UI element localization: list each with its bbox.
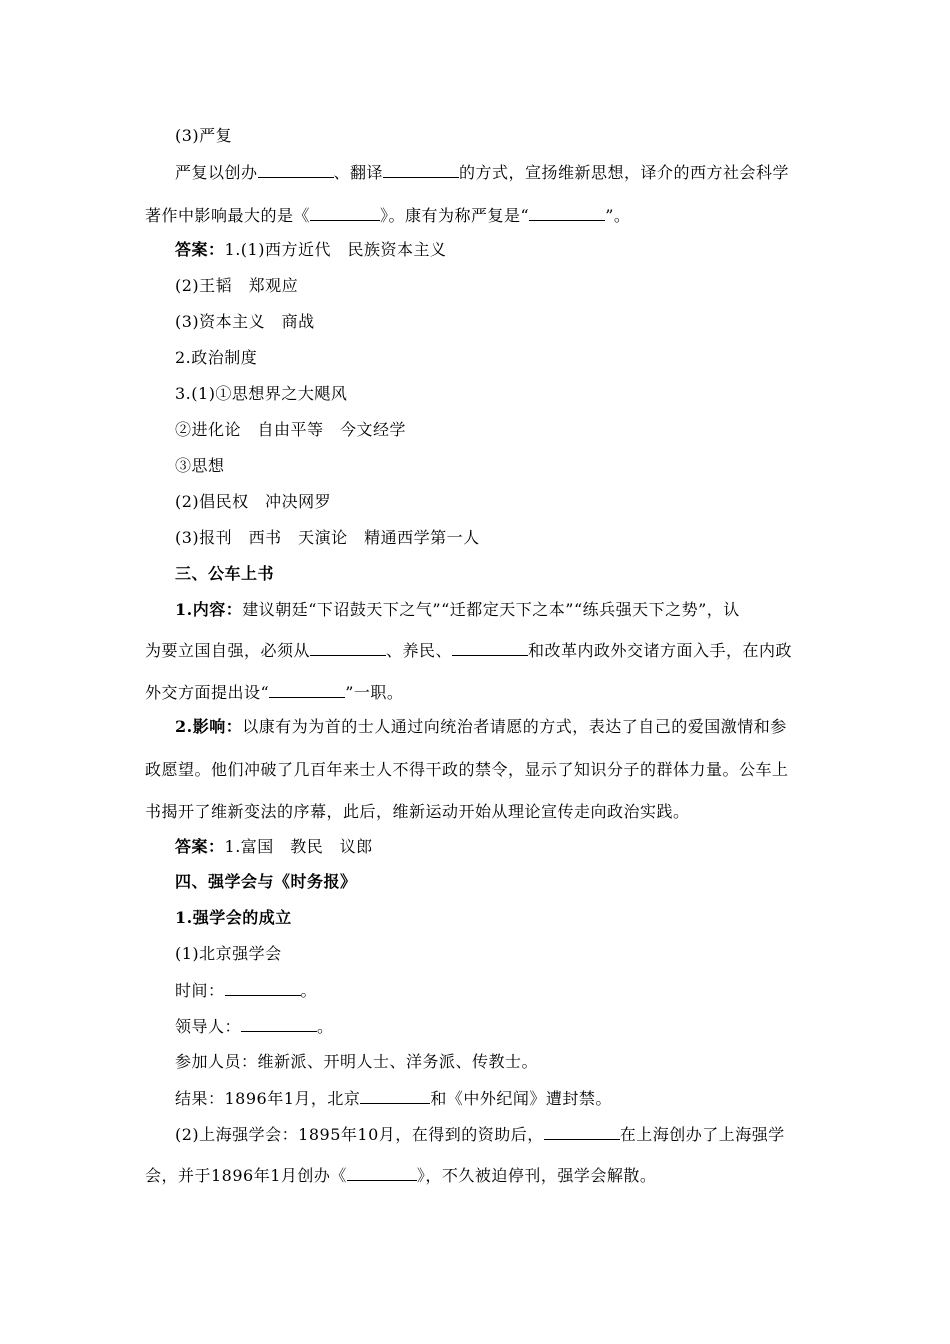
answer-line4	[175, 348, 257, 368]
fill-blank	[360, 1088, 430, 1104]
text-segment: 1.(1)西方近代 民族资本主义	[224, 240, 447, 259]
text-segment: 、养民、	[386, 641, 453, 660]
text-segment: 1.内容：	[175, 600, 243, 619]
text-segment: 政愿望。他们冲破了几百年来士人不得干政的禁令，显示了知识分子的群体力量。公车上	[145, 760, 789, 779]
fill-blank	[310, 640, 386, 656]
time-line	[175, 980, 317, 1001]
section-heading-qiangxue	[175, 872, 357, 892]
gongche-impact-line1	[175, 717, 787, 737]
answer-line7	[175, 456, 225, 476]
fill-blank	[241, 1016, 317, 1032]
text-segment: 时间：	[175, 981, 225, 1000]
gongche-answer	[175, 837, 373, 857]
text-segment: 答案：	[175, 837, 225, 856]
gongche-content-line2	[145, 640, 792, 661]
yanfu-paragraph-line1	[175, 162, 789, 183]
text-segment: (3)报刊 西书 天演论 精通西学第一人	[175, 528, 480, 547]
text-segment: 在上海创办了上海强学	[619, 1125, 785, 1144]
text-segment: 和《中外纪闻》遭封禁。	[430, 1089, 612, 1108]
gongche-content-line3	[145, 682, 403, 703]
text-segment: (3)资本主义 商战	[175, 312, 315, 331]
text-segment: 1.强学会的成立	[175, 908, 292, 927]
text-segment: 三、公车上书	[175, 564, 275, 583]
text-segment: (3)严复	[175, 126, 233, 145]
shanghai-line1	[175, 1124, 785, 1145]
fill-blank	[347, 1165, 417, 1181]
text-segment: 严复以创办	[175, 163, 258, 182]
text-segment: 外交方面提出设“	[145, 683, 270, 702]
answer-line6	[175, 420, 406, 440]
fill-blank	[544, 1124, 620, 1140]
fill-blank	[258, 162, 334, 178]
answer-line2	[175, 276, 298, 296]
gongche-impact-line2	[145, 760, 789, 780]
section-heading-gongche	[175, 564, 274, 584]
text-segment: 的方式，宣扬维新思想，译介的西方社会科学	[459, 163, 790, 182]
text-segment: (1)北京强学会	[175, 944, 282, 963]
text-segment: 和改革内政外交诸方面入手，在内政	[528, 641, 793, 660]
fill-blank	[529, 205, 605, 221]
text-segment: 》。康有为称严复是“	[380, 206, 530, 225]
answer-line9	[175, 528, 480, 548]
fill-blank	[383, 162, 459, 178]
answer-line5	[175, 384, 347, 404]
text-segment: 2.影响：	[175, 717, 243, 736]
text-segment: ”。	[605, 206, 631, 225]
text-segment: 1.富国 教民 议郎	[224, 837, 373, 856]
text-segment: 。	[300, 981, 318, 1000]
text-segment: 著作中影响最大的是《	[145, 206, 311, 225]
fill-blank	[452, 640, 528, 656]
text-segment: ②进化论 自由平等 今文经学	[175, 420, 407, 439]
subheading-qiangxue-founding	[175, 908, 292, 928]
shanghai-line2	[145, 1165, 656, 1186]
text-segment: (2)王韬 郑观应	[175, 276, 299, 295]
text-segment: 、翻译	[333, 163, 384, 182]
text-segment: 结果：1896年1月，北京	[175, 1089, 361, 1108]
text-segment: 书揭开了维新变法的序幕，此后，维新运动开始从理论宣传走向政治实践。	[145, 802, 690, 821]
text-segment: 会，并于1896年1月创办《	[145, 1166, 347, 1185]
leader-line	[175, 1016, 334, 1037]
text-segment: (2)上海强学会：1895年10月，在得到的资助后，	[175, 1125, 544, 1144]
text-segment: ”一职。	[345, 683, 404, 702]
text-segment: 3.(1)①思想界之大飓风	[175, 384, 348, 403]
text-segment: 四、强学会与《时务报》	[175, 872, 357, 891]
answer-label: 答案：	[175, 240, 225, 259]
yanfu-title	[175, 126, 232, 146]
gongche-impact-line3	[145, 802, 690, 822]
fill-blank	[225, 980, 301, 996]
text-segment: 。	[317, 1017, 334, 1036]
fill-blank	[310, 205, 380, 221]
answer-line3	[175, 312, 315, 332]
text-segment: 建议朝廷“下诏鼓天下之气”“迁都定天下之本”“练兵强天下之势”，认	[242, 600, 740, 619]
fill-blank	[269, 682, 345, 698]
answer-line8	[175, 492, 331, 512]
text-segment: 领导人：	[175, 1017, 242, 1036]
text-segment: 参加人员：维新派、开明人士、洋务派、传教士。	[175, 1052, 539, 1071]
beijing-qiangxue-title	[175, 944, 282, 964]
text-segment: 以康有为为首的士人通过向统治者请愿的方式，表达了自己的爱国激情和参	[242, 717, 787, 736]
text-segment: 2.政治制度	[175, 348, 258, 367]
gongche-content-line1	[175, 600, 740, 620]
text-segment: ③思想	[175, 456, 225, 475]
yanfu-paragraph-line2	[145, 205, 630, 226]
answer-line1	[175, 240, 446, 260]
text-segment: 》，不久被迫停刊，强学会解散。	[416, 1166, 657, 1185]
members-line	[175, 1052, 538, 1072]
text-segment: (2)倡民权 冲决网罗	[175, 492, 332, 511]
result-line	[175, 1088, 612, 1109]
text-segment: 为要立国自强，必须从	[145, 641, 311, 660]
